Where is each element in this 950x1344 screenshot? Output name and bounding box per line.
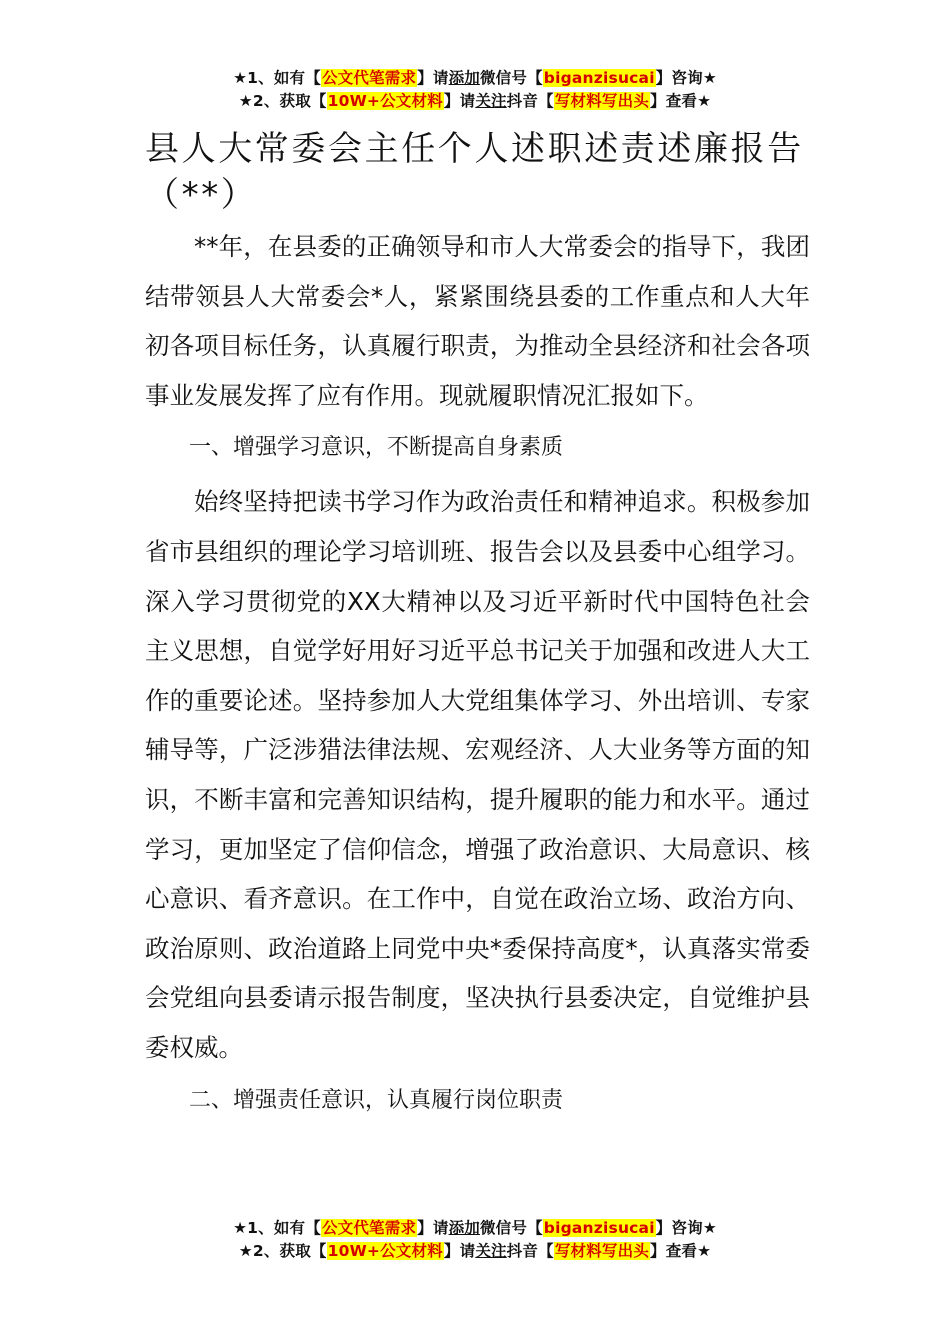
banner-line-2 [0, 90, 950, 113]
banner-text: ★2、获取【 [238, 1242, 327, 1260]
banner-emphasis: 关注 [475, 1242, 507, 1260]
banner-text: 】请 [417, 1219, 449, 1237]
banner-emphasis: 关注 [475, 92, 507, 110]
highlight-tag: 10W+公文材料 [327, 92, 443, 110]
bottom-banner [0, 1217, 950, 1263]
highlight-tag: 公文代笔需求 [321, 1219, 417, 1237]
wechat-id-tag: biganzisucai [543, 69, 655, 87]
banner-line-1 [0, 67, 950, 90]
banner-text: ★1、如有【 [233, 69, 321, 87]
banner-text: 】请 [443, 1242, 476, 1260]
section-heading-1: 一、增强学习意识，不断提高自身素质 [189, 435, 564, 461]
banner-emphasis: 添加 [448, 69, 480, 87]
banner-line-1 [0, 1217, 950, 1240]
highlight-tag: 公文代笔需求 [321, 69, 417, 87]
banner-text: 】查看★ [650, 92, 712, 110]
banner-text: 微信号【 [479, 69, 543, 87]
document-body [145, 222, 810, 1130]
douyin-id-tag: 写材料写出头 [554, 1242, 650, 1260]
intro-paragraph: **年，在县委的正确领导和市人大常委会的指导下，我团结带领县人大常委会*人，紧紧围绕县委的工作重点和人大年初各项目标任务，认真履行职责，为推动全县经济和社会各项事业发展发挥了应有作用。现就履职情况汇报如下。 [145, 232, 810, 410]
banner-text: 】请 [443, 92, 476, 110]
banner-text: 抖音【 [506, 92, 554, 110]
wechat-id-tag: biganzisucai [543, 1219, 655, 1237]
body-paragraph: 始终坚持把读书学习作为政治责任和精神追求。积极参加省市县组织的理论学习培训班、报告会以及县委中心组学习。深入学习贯彻党的XX大精神以及习近平新时代中国特色社会主义思想，自觉学好用好习近平总书记关于加强和改进人大工作的重要论述。坚持参加人大党组集体学习、外出培训、专家辅导等，广泛涉猎法律法规、宏观经济、人大业务等方面的知识，不断丰富和完善知识结构，提升履职的能力和水平。通过学习，更加坚定了信仰信念，增强了政治意识、大局意识、核心意识、看齐意识。在工作中，自觉在政治立场、政治方向、政治原则、政治道路上同党中央*委保持高度*，认真落实常委会党组向县委请示报告制度，坚决执行县委决定，自觉维护县委权威。 [145, 487, 810, 1062]
highlight-tag: 10W+公文材料 [327, 1242, 443, 1260]
document-title: 县人大常委会主任个人述职述责述廉报告（**） [145, 129, 804, 215]
banner-text: 】咨询★ [655, 1219, 717, 1237]
banner-text: ★1、如有【 [233, 1219, 321, 1237]
banner-text: 】请 [417, 69, 449, 87]
banner-text: 微信号【 [479, 1219, 543, 1237]
top-banner [0, 67, 950, 113]
banner-text: 】咨询★ [655, 69, 717, 87]
banner-line-2 [0, 1240, 950, 1263]
banner-text: ★2、获取【 [238, 92, 327, 110]
banner-text: 】查看★ [650, 1242, 712, 1260]
section-heading-2: 二、增强责任意识，认真履行岗位职责 [189, 1087, 564, 1113]
douyin-id-tag: 写材料写出头 [554, 92, 650, 110]
banner-text: 抖音【 [506, 1242, 554, 1260]
banner-emphasis: 添加 [448, 1219, 480, 1237]
